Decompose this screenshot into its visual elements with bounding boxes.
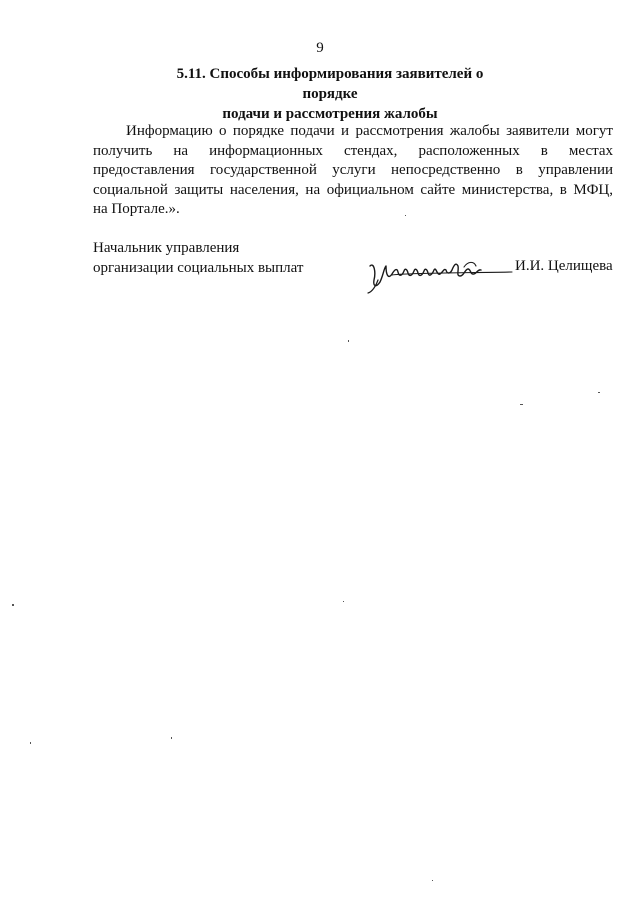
paragraph-line: получить на информационных стендах, расположенных в местах	[93, 142, 613, 159]
scan-speck	[520, 404, 523, 405]
scan-speck	[30, 742, 31, 744]
paragraph-line: Информацию о порядке подачи и рассмотрения жалобы заявители могут	[126, 123, 613, 139]
signatory-name: И.И. Целищева	[515, 258, 613, 274]
paragraph-line: социальной защиты населения, на официальном сайте министерства, в МФЦ,	[93, 181, 613, 198]
handwritten-signature	[364, 252, 514, 294]
section-heading-line-1: 5.11. Способы информирования заявителей о порядке	[176, 66, 484, 102]
scan-speck	[598, 392, 600, 393]
scan-speck	[343, 601, 344, 602]
page-number: 9	[316, 40, 324, 56]
body-paragraph	[93, 122, 613, 220]
paragraph-line: на Портале.».	[93, 201, 180, 217]
signatory-position-line-1: Начальник управления	[93, 240, 240, 256]
section-heading-line-2: подачи и рассмотрения жалобы	[222, 106, 438, 122]
paragraph-line: предоставления государственной услуги непосредственно в управлении	[93, 162, 613, 178]
scan-speck	[348, 340, 349, 342]
signatory-position-line-2: организации социальных выплат	[93, 260, 304, 276]
scan-speck	[171, 737, 172, 739]
scan-speck	[432, 880, 433, 881]
scan-speck	[12, 604, 14, 606]
section-heading	[150, 64, 510, 124]
scan-speck	[405, 215, 406, 216]
signatory-position	[93, 238, 303, 278]
